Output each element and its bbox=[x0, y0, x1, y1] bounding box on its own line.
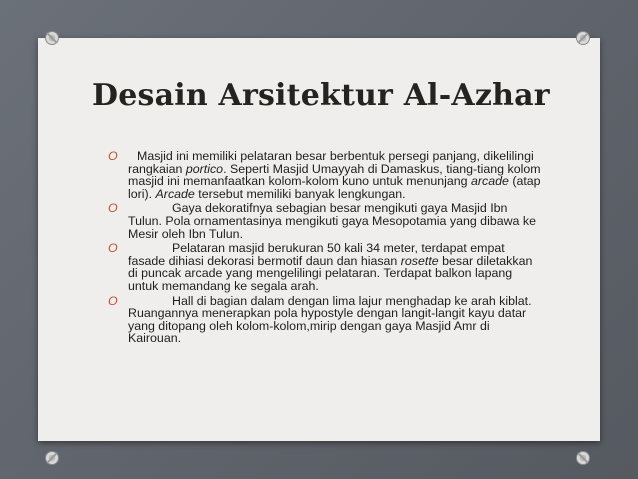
bullet-text: tersebut memiliki banyak lengkungan. bbox=[194, 186, 406, 201]
bullet-item bbox=[101, 202, 541, 240]
bullet-marker: O bbox=[108, 293, 118, 308]
bullet-text: Hall di bagian dalam dengan lima lajur menghadap ke arah kiblat. Ruangannya menerapkan pola hypostyle dengan langit-langit kayu datar yang ditopang oleh kolom-kolom,mirip dengan gaya Masjid Amr di Kairouan. bbox=[128, 293, 532, 346]
bullet-text: Pelataran masjid berukuran 50 kali 34 meter, terdapat empat fasade dihiasi dekorasi bermotif daun dan hiasan bbox=[128, 241, 505, 268]
bullet-text: (atap lori). bbox=[128, 174, 541, 201]
bullet-text: besar diletakkan di puncak arcade yang mengelilingi pelataran. Terdapat balkon lapang untuk memandang ke segala arah. bbox=[128, 253, 533, 293]
bullet-emphasis: rosette bbox=[400, 253, 439, 268]
pin-icon bbox=[575, 450, 591, 466]
pin-icon bbox=[44, 450, 60, 466]
bullet-emphasis: arcade bbox=[470, 174, 509, 189]
pin-icon bbox=[44, 30, 60, 46]
bullet-text: Gaya dekoratifnya sebagian besar mengikuti gaya Masjid Ibn Tulun. Pola ornamentasinya mengikuti gaya Mesopotamia yang dibawa ke Mesir oleh Ibn Tulun. bbox=[128, 201, 536, 241]
bullet-item bbox=[101, 150, 541, 200]
bullet-marker: O bbox=[108, 241, 118, 256]
bullet-text: . Seperti Masjid Umayyah di Damaskus, tiang-tiang kolom masjid ini memanfaatkan kolom-kolom kuno untuk menunjang bbox=[128, 161, 541, 189]
slide-title: Desain Arsitektur Al-Azhar bbox=[92, 78, 550, 113]
bullet-marker: O bbox=[108, 149, 118, 163]
bullet-emphasis: Arcade bbox=[155, 186, 195, 201]
bullet-emphasis: portico bbox=[185, 161, 224, 176]
bullet-item bbox=[101, 295, 541, 345]
bullet-item bbox=[101, 242, 541, 292]
pin-icon bbox=[575, 30, 591, 46]
bullet-list bbox=[101, 150, 541, 347]
bullet-text: Masjid ini memiliki pelataran besar berbentuk persegi panjang, dikelilingi rangkaian bbox=[128, 149, 534, 176]
bullet-marker: O bbox=[108, 201, 118, 216]
